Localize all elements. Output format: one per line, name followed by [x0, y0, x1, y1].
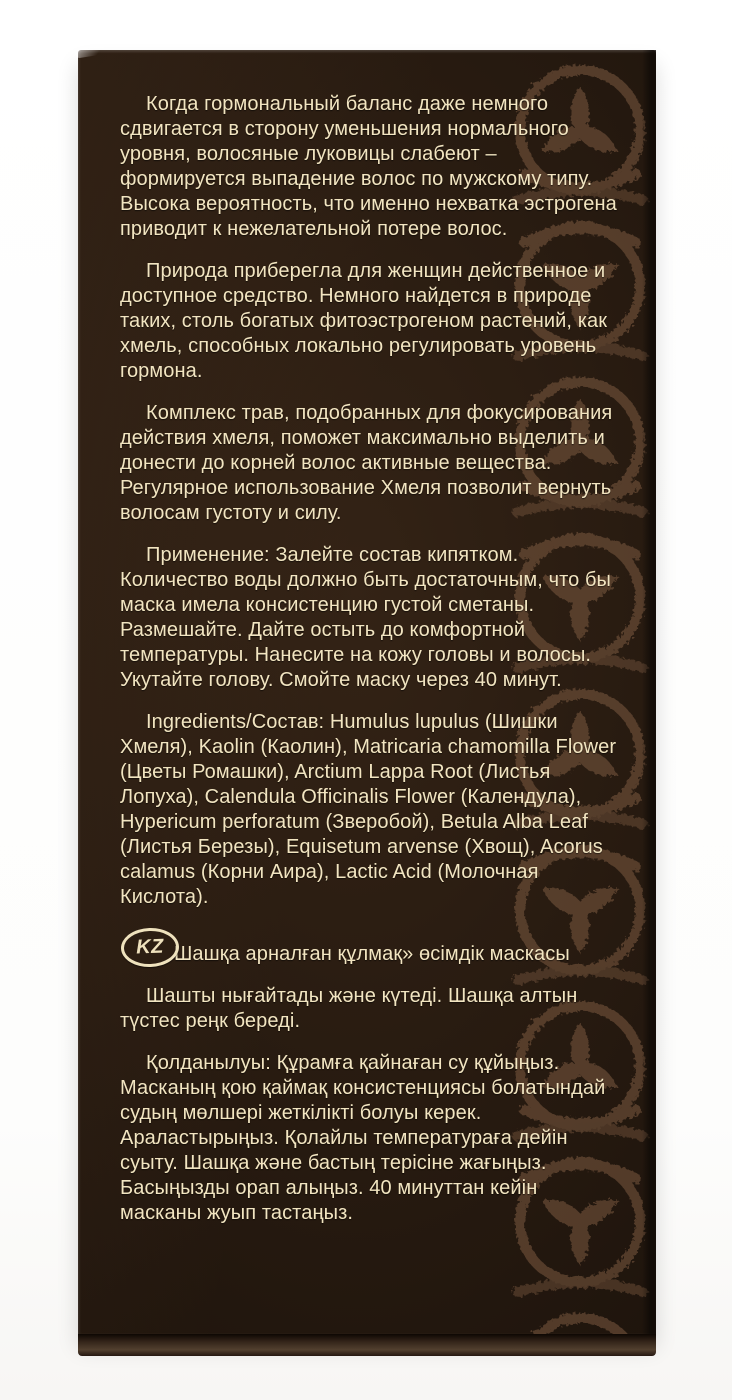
kz-language-section [120, 935, 618, 967]
kz-benefit-paragraph: Шашты нығайтады және күтеді. Шашқа алтын түстес реңк береді. [120, 985, 578, 1032]
kz-product-title: Шашқа арналған құлмақ» өсімдік маскасы [174, 943, 570, 965]
box-bottom-fold [78, 1334, 656, 1356]
ru-paragraph-herb-complex: Комплекс трав, подобранных для фокусирования действия хмеля, поможет максимально выделить и донести до корней волос активные вещества. Регулярное использование Хмеля позволит вернуть волосам густоту и силу. [120, 402, 613, 524]
ru-paragraph-hormone-balance: Когда гормональный баланс даже немного сдвигается в сторону уменьшения нормального уровня, волосяные луковицы слабеют – формируется выпадение волос по мужскому типу. Высока вероятность, что именно нехватка эстрогена приводит к нежелательной потере волос. [120, 93, 617, 240]
ingredients-list: Ingredients/Состав: Humulus lupulus (Шишки Хмеля), Kaolin (Каолин), Matricaria chamomilla Flower (Цветы Ромашки), Arctium Lappa Root (Листья Лопуха), Calendula Officinalis Flower (Календула), Hypericum perforatum (Зверобой), Betula Alba Leaf (Листья Березы), Equisetum arvense (Хвощ), Acorus calamus (Корни Аира), Lactic Acid (Молочная Кислота). [120, 711, 617, 908]
package-back-panel [78, 50, 656, 1334]
kz-badge-label: KZ [135, 935, 165, 959]
back-panel-text [78, 50, 656, 1243]
kz-usage-instructions: Қолданылуы: Құрамға қайнаған су құйыңыз. Масканың қою қаймақ консистенциясы болатындай судың мөлшері жеткілікті болуы керек. Араластырыңыз. Қолайлы температураға дейін суыту. Шашқа және бастың терісіне жағыңыз. Басыңызды орап алыңыз. 40 минуттан кейін масканы жуып тастаңыз. [120, 1052, 606, 1224]
ru-usage-instructions: Применение: Залейте состав кипятком. Количество воды должно быть достаточным, что бы маска имела консистенцию густой сметаны. Размешайте. Дайте остыть до комфортной температуры. Нанесите на кожу головы и волосы. Укутайте голову. Смойте маску через 40 минут. [120, 544, 612, 691]
ru-paragraph-nature-remedy: Природа приберегла для женщин действенное и доступное средство. Немного найдется в природе таких, столь богатых фитоэстрогеном растений, как хмель, способных локально регулировать уровень гормона. [120, 260, 608, 382]
